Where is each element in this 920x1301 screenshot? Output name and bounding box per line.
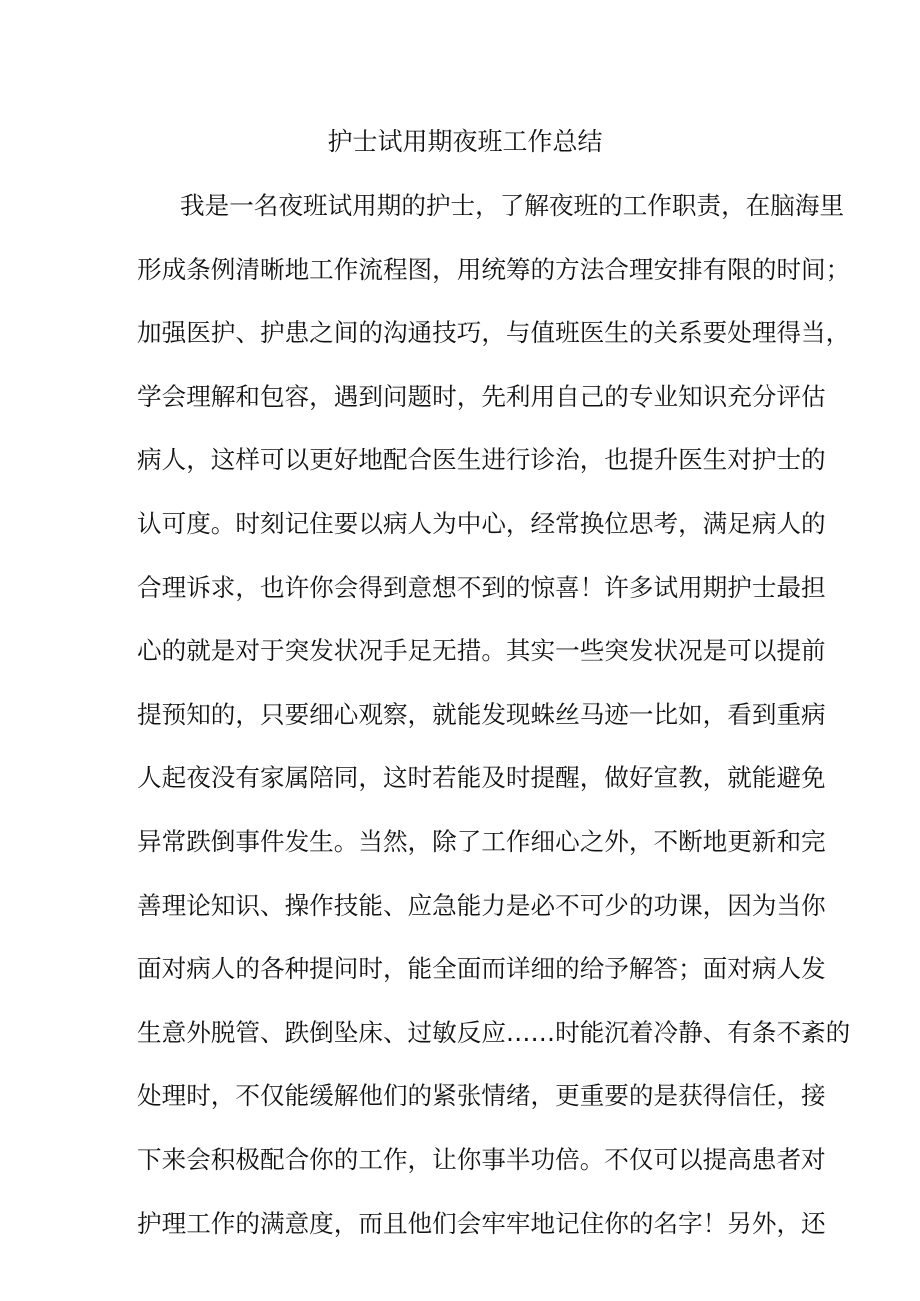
paragraph-line [137, 1013, 851, 1077]
paragraph-line [137, 440, 826, 504]
paragraph-line [137, 186, 845, 250]
paragraph-line [137, 1140, 826, 1204]
paragraph-line [137, 377, 826, 441]
line-text: 我是一名夜班试用期的护士，了解夜班的工作职责，在脑海里 [180, 191, 845, 220]
paragraph-line [137, 822, 826, 886]
paragraph-line [137, 1204, 826, 1268]
paragraph-line [137, 695, 826, 759]
paragraph-line [137, 1076, 826, 1140]
line-text: 善理论知识、操作技能、应急能力是必不可少的功课，因为当你 [137, 890, 826, 920]
line-text: 心的就是对于突发状况手足无措。其实一些突发状况是可以提前 [137, 636, 826, 666]
paragraph-line [137, 758, 826, 822]
line-text: 护理工作的满意度，而且他们会牢牢地记住你的名字！另外，还 [137, 1208, 826, 1238]
line-text: 加强医护、护患之间的沟通技巧，与值班医生的关系要处理得当， [137, 318, 851, 348]
paragraph-line [137, 949, 826, 1013]
line-text: 处理时，不仅能缓解他们的紧张情绪，更重要的是获得信任，接 [137, 1081, 826, 1111]
paragraph-line [137, 250, 851, 314]
line-text: 认可度。时刻记住要以病人为中心，经常换位思考，满足病人的 [137, 508, 826, 538]
document-title: 护士试用期夜班工作总结 [327, 127, 603, 156]
line-text: 生意外脱管、跌倒坠床、过敏反应……时能沉着冷静、有条不紊的 [137, 1017, 851, 1047]
paragraph-line [137, 504, 826, 568]
line-text: 合理诉求，也许你会得到意想不到的惊喜！许多试用期护士最担 [137, 572, 826, 602]
line-text: 提预知的，只要细心观察，就能发现蛛丝马迹一比如，看到重病 [137, 699, 826, 729]
line-text: 病人，这样可以更好地配合医生进行诊治，也提升医生对护士的 [137, 445, 826, 475]
paragraph-line [137, 313, 851, 377]
paragraph-line [137, 886, 826, 950]
line-text: 学会理解和包容，遇到问题时，先利用自己的专业知识充分评估 [137, 381, 826, 411]
line-text: 形成条例清晰地工作流程图，用统筹的方法合理安排有限的时间； [137, 254, 851, 284]
line-text: 下来会积极配合你的工作，让你事半功倍。不仅可以提高患者对 [137, 1144, 826, 1174]
paragraph-line [137, 568, 826, 632]
document-body [137, 186, 851, 1267]
line-text: 异常跌倒事件发生。当然，除了工作细心之外，不断地更新和完 [137, 826, 826, 856]
line-text: 面对病人的各种提问时，能全面而详细的给予解答；面对病人发 [137, 954, 826, 984]
line-text: 人起夜没有家属陪同，这时若能及时提醒，做好宣教，就能避免 [137, 763, 826, 793]
paragraph-line [137, 631, 826, 695]
